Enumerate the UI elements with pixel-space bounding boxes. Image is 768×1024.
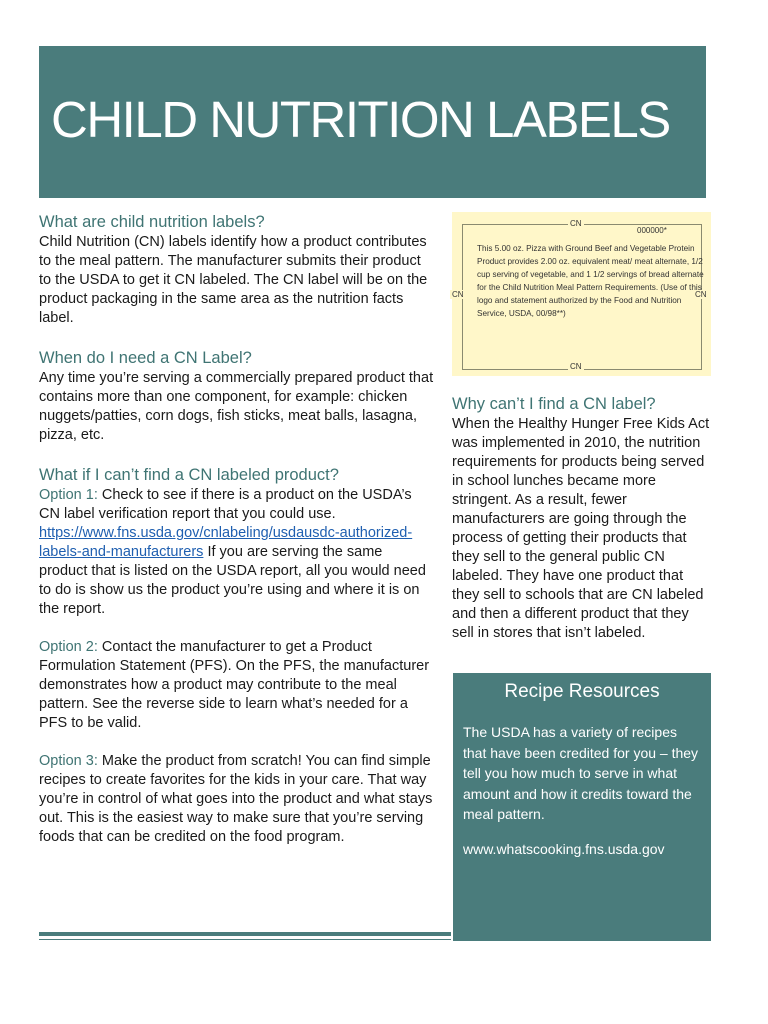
option-text: Check to see if there is a product on the USDA’s CN label verification report that you could use. <box>39 487 412 522</box>
cn-tag-bottom: CN <box>570 362 582 371</box>
option-2 <box>39 638 434 733</box>
cn-label-statement: This 5.00 oz. Pizza with Ground Beef and Vegetable Protein Product provides 2.00 oz. equivalent meat/ meat alternate, 1/2 cup serving of vegetable, and 1 1/2 servings of bread alternate for the Child Nutrition Meal Pattern Requirements. (Use of this logo and statement authorized by the Food and Nutrition Service, USDA, 00/98**) <box>477 244 704 318</box>
section-what-are-labels <box>39 212 434 328</box>
right-column <box>452 394 714 643</box>
page-title: CHILD NUTRITION LABELS <box>51 91 670 148</box>
why-heading: Why can’t I find a CN label? <box>452 395 656 413</box>
left-column <box>39 212 434 867</box>
section-cant-find <box>39 465 434 847</box>
section-heading: When do I need a CN Label? <box>39 349 252 367</box>
section-body: Any time you’re serving a commercially prepared product that contains more than one component, for example: chicken nuggets/patties, corn dogs, fish sticks, meat balls, lasagna, pizza, etc. <box>39 370 434 443</box>
usda-report-link[interactable]: https://www.fns.usda.gov/cnlabeling/usdausdc-authorized-labels-and-manufacturers <box>39 525 413 560</box>
recipe-resources-box <box>453 673 711 941</box>
recipe-description: The USDA has a variety of recipes that have been credited for you – they tell you how much to serve in what amount and how it credits toward the meal pattern. <box>463 724 699 822</box>
footer-rule-thin <box>39 939 451 940</box>
option-text: Make the product from scratch! You can find simple recipes to create favorites for the kids in your care. That way you’re in control of what goes into the product and what stays out. This is the easiest way to make sure that you’re serving foods that can be credited on the food program. <box>39 753 433 845</box>
option-text: Contact the manufacturer to get a Product Formulation Statement (PFS). On the PFS, the manufacturer demonstrates how a product may contribute to the meal pattern. See the reverse side to learn what’s needed for a PFS to be valid. <box>39 639 430 731</box>
cn-number: 000000* <box>637 226 667 235</box>
option-label: Option 2: <box>39 639 98 655</box>
section-when-needed <box>39 348 434 445</box>
option-label: Option 1: <box>39 487 98 503</box>
option-text-after: If you are serving the same product that is listed on the USDA report, all you would need to do is show us the product you’re using and where it is on the report. <box>39 544 426 617</box>
option-1 <box>39 486 434 619</box>
recipe-url[interactable]: www.whatscooking.fns.usda.gov <box>463 840 665 857</box>
section-heading: What are child nutrition labels? <box>39 213 265 231</box>
why-body: When the Healthy Hunger Free Kids Act was implemented in 2010, the nutrition requirements for products being served in school lunches became more stringent. As a result, fewer manufacturers are going through the process of getting their products that they sell to the general public CN labeled. They have one product that they sell to schools that are CN labeled and then a different product that they sell in stores that isn’t labeled. <box>452 416 710 641</box>
cn-tag-left: CN <box>452 290 464 299</box>
cn-tag-right: CN <box>695 290 707 299</box>
recipe-body <box>463 722 703 859</box>
title-banner <box>39 46 706 198</box>
cn-label-example <box>452 212 711 376</box>
recipe-title: Recipe Resources <box>504 681 660 702</box>
cn-tag-top: CN <box>570 219 582 228</box>
option-label: Option 3: <box>39 753 98 769</box>
footer-rule <box>39 932 451 936</box>
option-3 <box>39 752 434 847</box>
section-heading: What if I can’t find a CN labeled product? <box>39 466 339 484</box>
section-body: Child Nutrition (CN) labels identify how a product contributes to the meal pattern. The manufacturer submits their product to the USDA to get it CN labeled. The CN label will be on the product packaging in the same area as the nutrition facts label. <box>39 234 428 326</box>
